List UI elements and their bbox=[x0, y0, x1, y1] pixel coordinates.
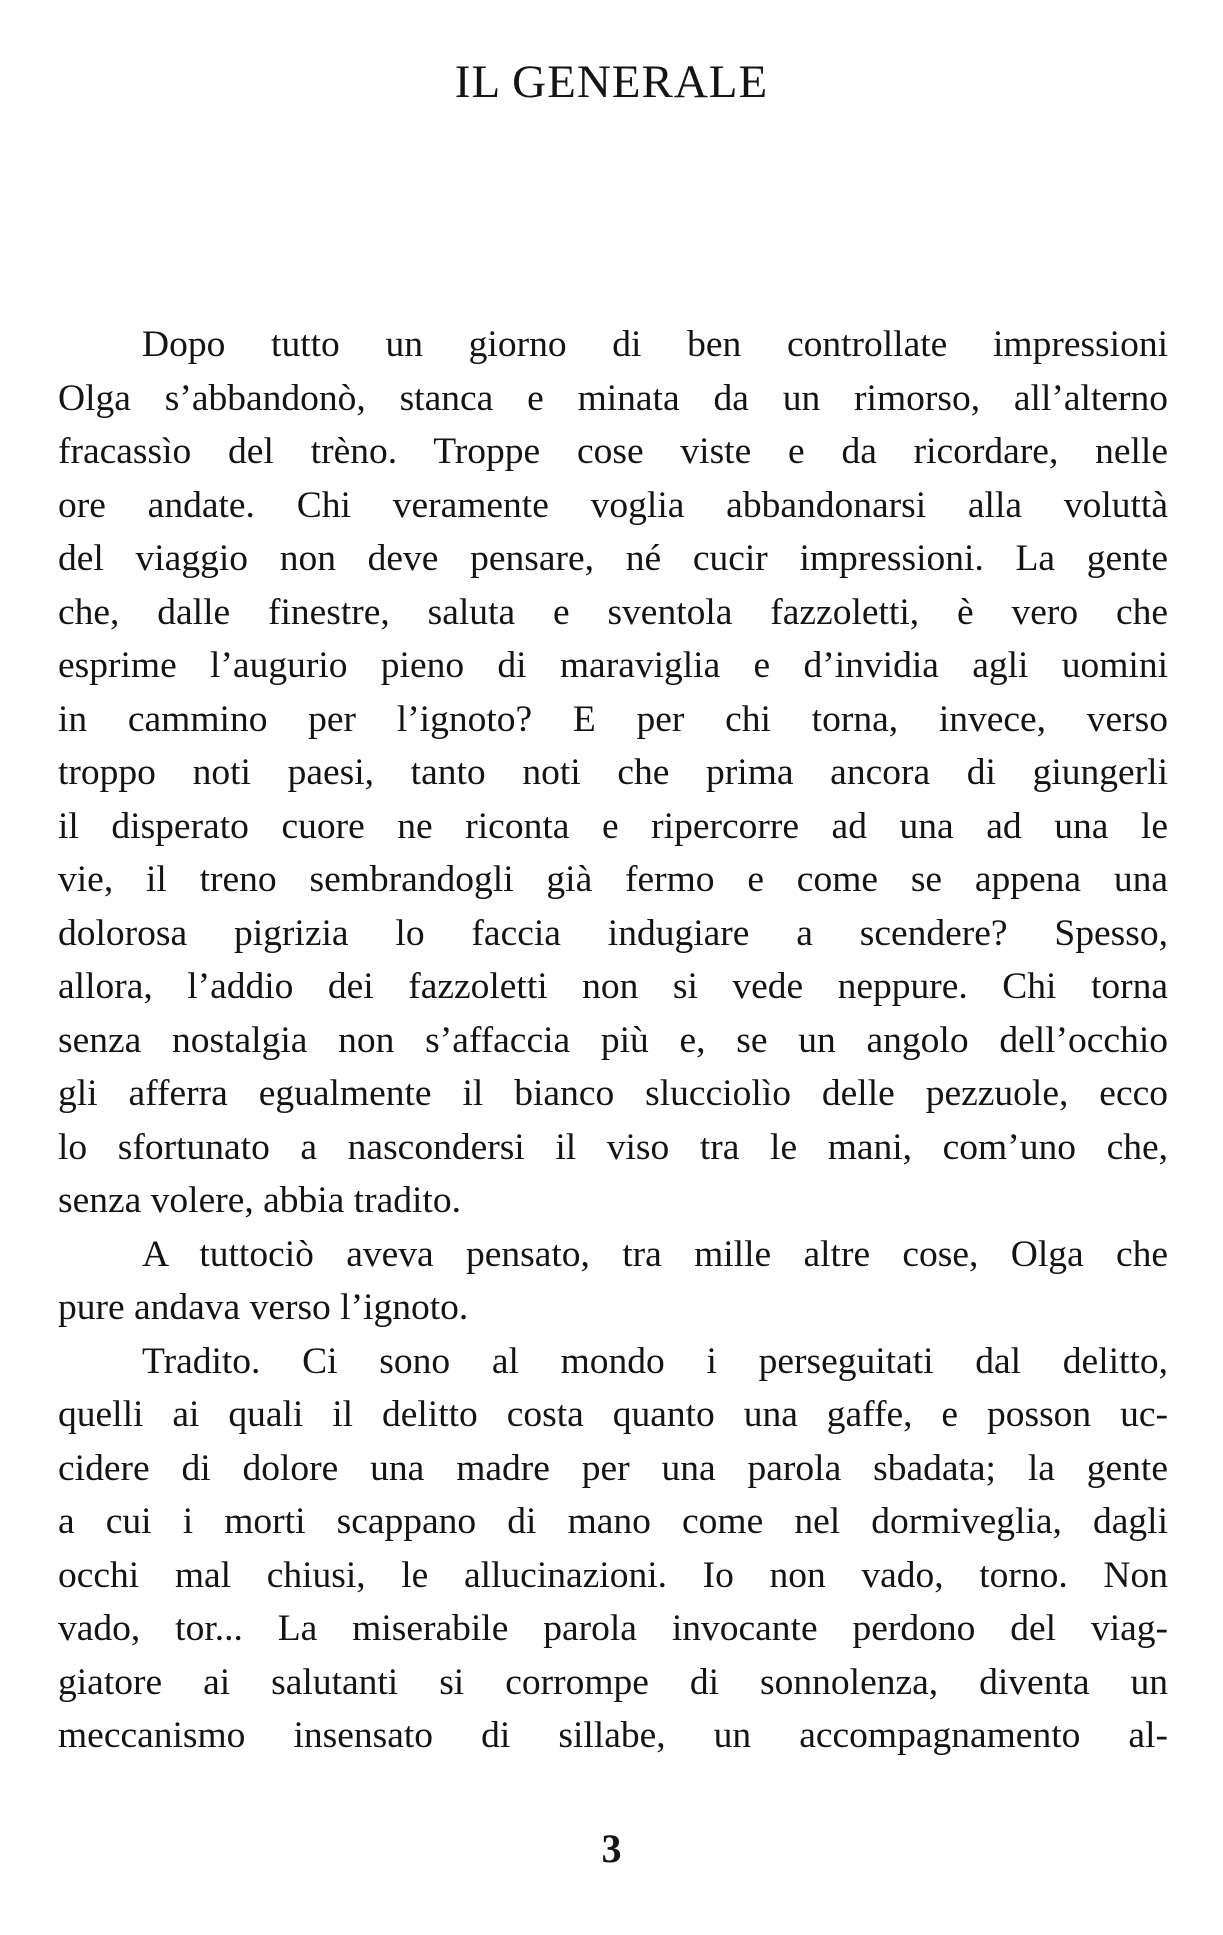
text-line: allora, l’addio dei fazzoletti non si vede neppure. Chi torna bbox=[58, 966, 1168, 1007]
text-line: cidere di dolore una madre per una parola sbadata; la gente bbox=[58, 1447, 1168, 1489]
text-line: il disperato cuore ne riconta e ripercorre ad una ad una le bbox=[58, 805, 1168, 847]
text-line: troppo noti paesi, tanto noti che prima ancora di giungerli bbox=[58, 752, 1168, 793]
text-line: meccanismo insensato di sillabe, un accompagnamento al- bbox=[58, 1715, 1168, 1756]
text-line: quelli ai quali il delitto costa quanto una gaffe, e posson uc- bbox=[58, 1394, 1168, 1435]
text-line: senza volere, abbia tradito. bbox=[58, 1180, 461, 1221]
text-line: in cammino per l’ignoto? E per chi torna, invece, verso bbox=[58, 698, 1168, 740]
text-line: vie, il treno sembrandogli già fermo e come se appena una bbox=[58, 859, 1168, 900]
text-line: Olga s’abbandonò, stanca e minata da un rimorso, all’alterno bbox=[58, 377, 1168, 419]
text-line: ore andate. Chi veramente voglia abbandonarsi alla voluttà bbox=[58, 484, 1168, 526]
body-text bbox=[58, 318, 1168, 1763]
text-line: occhi mal chiusi, le allucinazioni. Io non vado, torno. Non bbox=[58, 1554, 1168, 1596]
text-line: pure andava verso l’ignoto. bbox=[58, 1287, 469, 1328]
text-line: senza nostalgia non s’affaccia più e, se un angolo dell’occhio bbox=[58, 1019, 1168, 1061]
text-line: giatore ai salutanti si corrompe di sonnolenza, diventa un bbox=[58, 1661, 1168, 1703]
text-line: lo sfortunato a nascondersi il viso tra le mani, com’uno che, bbox=[58, 1126, 1168, 1168]
text-line: che, dalle finestre, saluta e sventola fazzoletti, è vero che bbox=[58, 591, 1168, 633]
text-line: esprime l’augurio pieno di maraviglia e d’invidia agli uomini bbox=[58, 645, 1168, 686]
text-line: dolorosa pigrizia lo faccia indugiare a scendere? Spesso, bbox=[58, 912, 1168, 954]
page-title: IL GENERALE bbox=[454, 56, 769, 108]
text-line: Dopo tutto un giorno di ben controllate impressioni bbox=[142, 324, 1168, 365]
text-line: a cui i morti scappano di mano come nel dormiveglia, dagli bbox=[58, 1501, 1168, 1542]
text-line: vado, tor... La miserabile parola invocante perdono del viag- bbox=[58, 1608, 1168, 1649]
text-line: fracassìo del trèno. Troppe cose viste e da ricordare, nelle bbox=[58, 431, 1168, 472]
page-number: 3 bbox=[601, 1826, 622, 1871]
text-line: A tuttociò aveva pensato, tra mille altre cose, Olga che bbox=[142, 1233, 1168, 1275]
text-line: Tradito. Ci sono al mondo i perseguitati dal delitto, bbox=[142, 1340, 1168, 1382]
text-line: gli afferra egualmente il bianco slucciolìo delle pezzuole, ecco bbox=[58, 1073, 1168, 1114]
text-line: del viaggio non deve pensare, né cucir impressioni. La gente bbox=[58, 538, 1168, 579]
